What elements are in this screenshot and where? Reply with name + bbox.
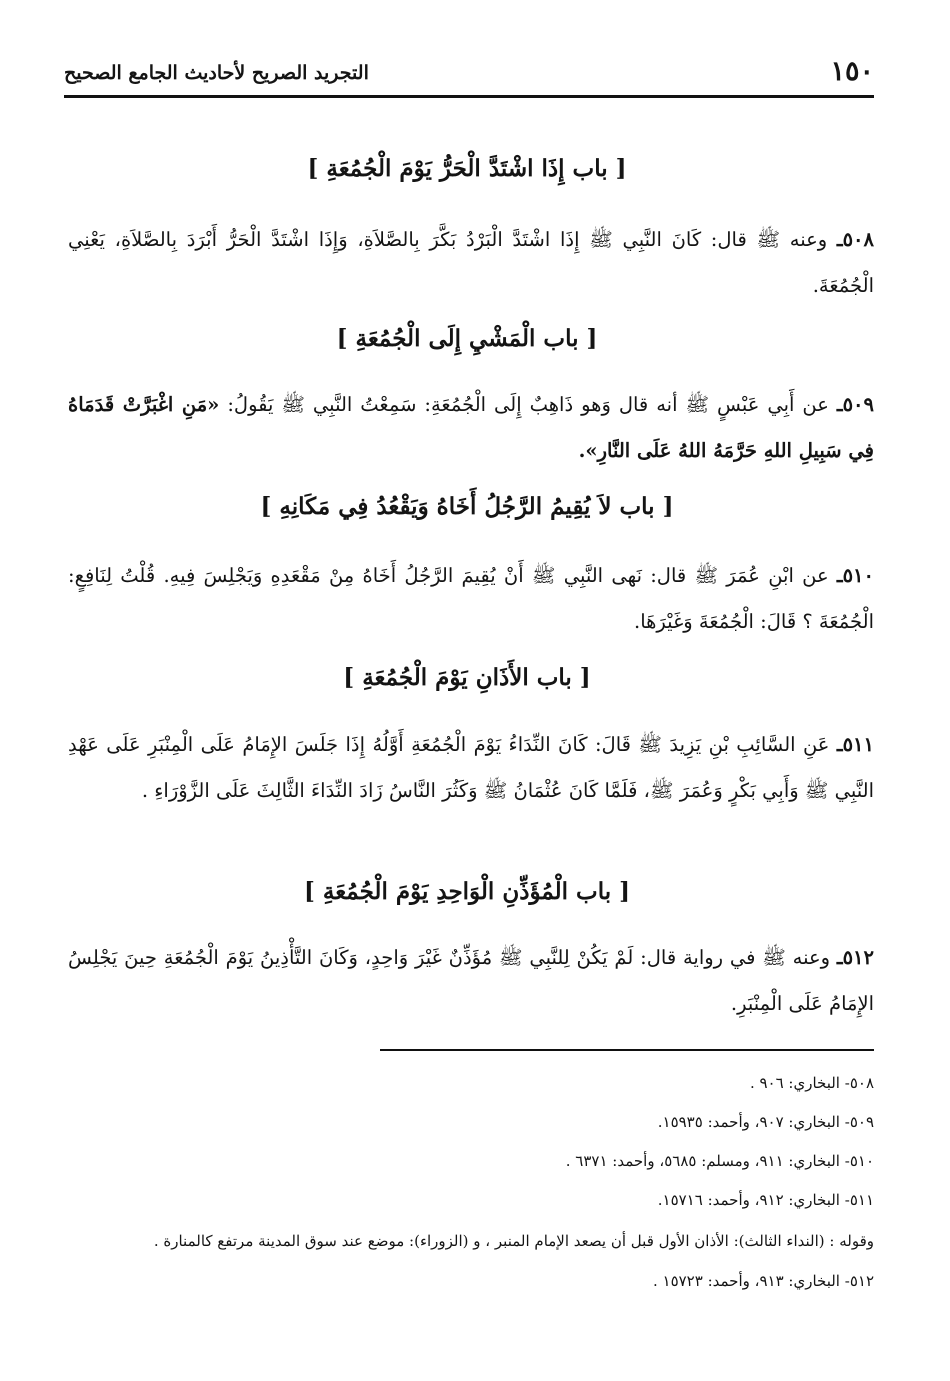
chapter-title: باب لاَ يُقِيمُ الرَّجُلُ أَخَاهُ وَيَقْعُدُ فِي مَكَانِهِ	[279, 493, 655, 520]
footnote: ٥١٠- البخاري: ٩١١، ومسلم: ٥٦٨٥، وأحمد: ٦٣٧١ .	[565, 1152, 874, 1170]
footnote-rule	[380, 1049, 874, 1051]
hadith-paragraph	[68, 553, 874, 645]
chapter-heading: [ باب الأَذَانِ يَوْمَ الْجُمُعَةِ ]	[343, 664, 591, 691]
hadith-paragraph	[68, 935, 874, 1027]
hadith-text: عن أَبِي عَبْسٍ ﷺ أنه قال وَهو ذَاهِبٌ إِلَى الْجُمُعَةِ: سَمِعْتُ النَّبِي ﷺ يَقُولُ:	[227, 393, 829, 416]
hadith-text: وعنه ﷺ قال: كَانَ النَّبِي ﷺ إِذَا اشْتَدَّ الْبَرْدُ بَكَّرَ بِالصَّلاَةِ، وَإِذَا اشْتَدَّ الْحَرُّ أَبْرَدَ بِالصَّلاَةِ، يَعْنِي الْجُمُعَةَ.	[68, 228, 874, 297]
hadith-number: ٥١١ـ	[836, 733, 874, 756]
chapter-title: باب إِذَا اشْتَدَّ الْحَرُّ يَوْمَ الْجُمُعَةِ	[326, 155, 608, 182]
hadith-paragraph	[68, 217, 874, 309]
page-header	[64, 56, 874, 92]
hadith-number: ٥١٢ـ	[836, 946, 874, 969]
hadith-number: ٥٠٩ـ	[836, 393, 874, 416]
page-number: ١٥٠	[830, 56, 874, 87]
chapter-title: باب الْمُؤَذِّنِ الْوَاحِدِ يَوْمَ الْجُمُعَةِ	[322, 878, 612, 905]
chapter-heading: [ باب إِذَا اشْتَدَّ الْحَرُّ يَوْمَ الْجُمُعَةِ ]	[307, 155, 627, 182]
hadith-text: عَنِ السَّائِبِ بْنِ يَزِيدَ ﷺ قَالَ: كَانَ النِّدَاءُ يَوْمَ الْجُمُعَةِ أَوَّلُهُ إِذَا جَلَسَ الإِمَامُ عَلَى الْمِنْبَرِ عَلَى عَهْدِ النَّبِي ﷺ وَأَبِي بَكْرٍ وَعُمَرَ ﷺ، فَلَمَّا كَانَ عُثْمَانُ ﷺ وَكَثُرَ النَّاسُ زَادَ النِّدَاءَ الثَّالِثَ عَلَى الزَّوْرَاءِ .	[68, 733, 874, 802]
running-title: التجريد الصريح لأحاديث الجامع الصحيح	[64, 62, 369, 84]
footnote: ٥٠٩- البخاري: ٩٠٧، وأحمد: ١٥٩٣٥.	[657, 1113, 874, 1131]
footnote: ٥٠٨- البخاري: ٩٠٦ .	[749, 1074, 874, 1092]
chapter-heading: [ باب الْمَشْيِ إِلَى الْجُمُعَةِ ]	[336, 325, 598, 352]
header-rule	[64, 95, 874, 98]
hadith-paragraph	[68, 382, 874, 474]
hadith-number: ٥٠٨ـ	[836, 228, 874, 251]
hadith-text: وعنه ﷺ في رواية قال: لَمْ يَكُنْ لِلنَّبِي ﷺ مُؤَذِّنٌ غَيْرَ وَاحِدٍ، وَكَانَ التَّأْذِينُ يَوْمَ الْجُمُعَةِ حِينَ يَجْلِسُ الإِمَامُ عَلَى الْمِنْبَرِ.	[68, 946, 874, 1015]
footnote-explanation: وقوله : (النداء الثالث): الأذان الأول قبل أن يصعد الإمام المنبر ، و (الزوراء): موضع عند سوق المدينة مرتفع كالمنارة .	[153, 1232, 874, 1250]
hadith-text: عن ابْنِ عُمَرَ ﷺ قال: نَهى النَّبِي ﷺ أَنْ يُقِيمَ الرَّجُلُ أَخَاهُ مِنْ مَقْعَدِهِ وَيَجْلِسَ فِيهِ. قُلْتُ لِنَافِعٍ: الْجُمُعَةَ ؟ قَالَ: الْجُمُعَةَ وَغَيْرَهَا.	[68, 564, 874, 633]
footnote: ٥١٢- البخاري: ٩١٣، وأحمد: ١٥٧٢٣ .	[652, 1272, 874, 1290]
hadith-paragraph	[68, 722, 874, 814]
chapter-heading: [ باب الْمُؤَذِّنِ الْوَاحِدِ يَوْمَ الْجُمُعَةِ ]	[303, 878, 631, 905]
chapter-heading: [ باب لاَ يُقِيمُ الرَّجُلُ أَخَاهُ وَيَقْعُدُ فِي مَكَانِهِ ]	[260, 493, 674, 520]
chapter-title: باب الْمَشْيِ إِلَى الْجُمُعَةِ	[355, 325, 579, 352]
hadith-quote: «مَنِ اغْبَرَّتْ قَدَمَاهُ فِي سَبِيلِ اللهِ حَرَّمَهُ اللهُ عَلَى النَّارِ».	[68, 393, 874, 462]
footnote: ٥١١- البخاري: ٩١٢، وأحمد: ١٥٧١٦.	[657, 1191, 874, 1209]
footnotes	[68, 1064, 874, 1301]
hadith-number: ٥١٠ـ	[836, 564, 874, 587]
chapter-title: باب الأَذَانِ يَوْمَ الْجُمُعَةِ	[362, 664, 572, 691]
